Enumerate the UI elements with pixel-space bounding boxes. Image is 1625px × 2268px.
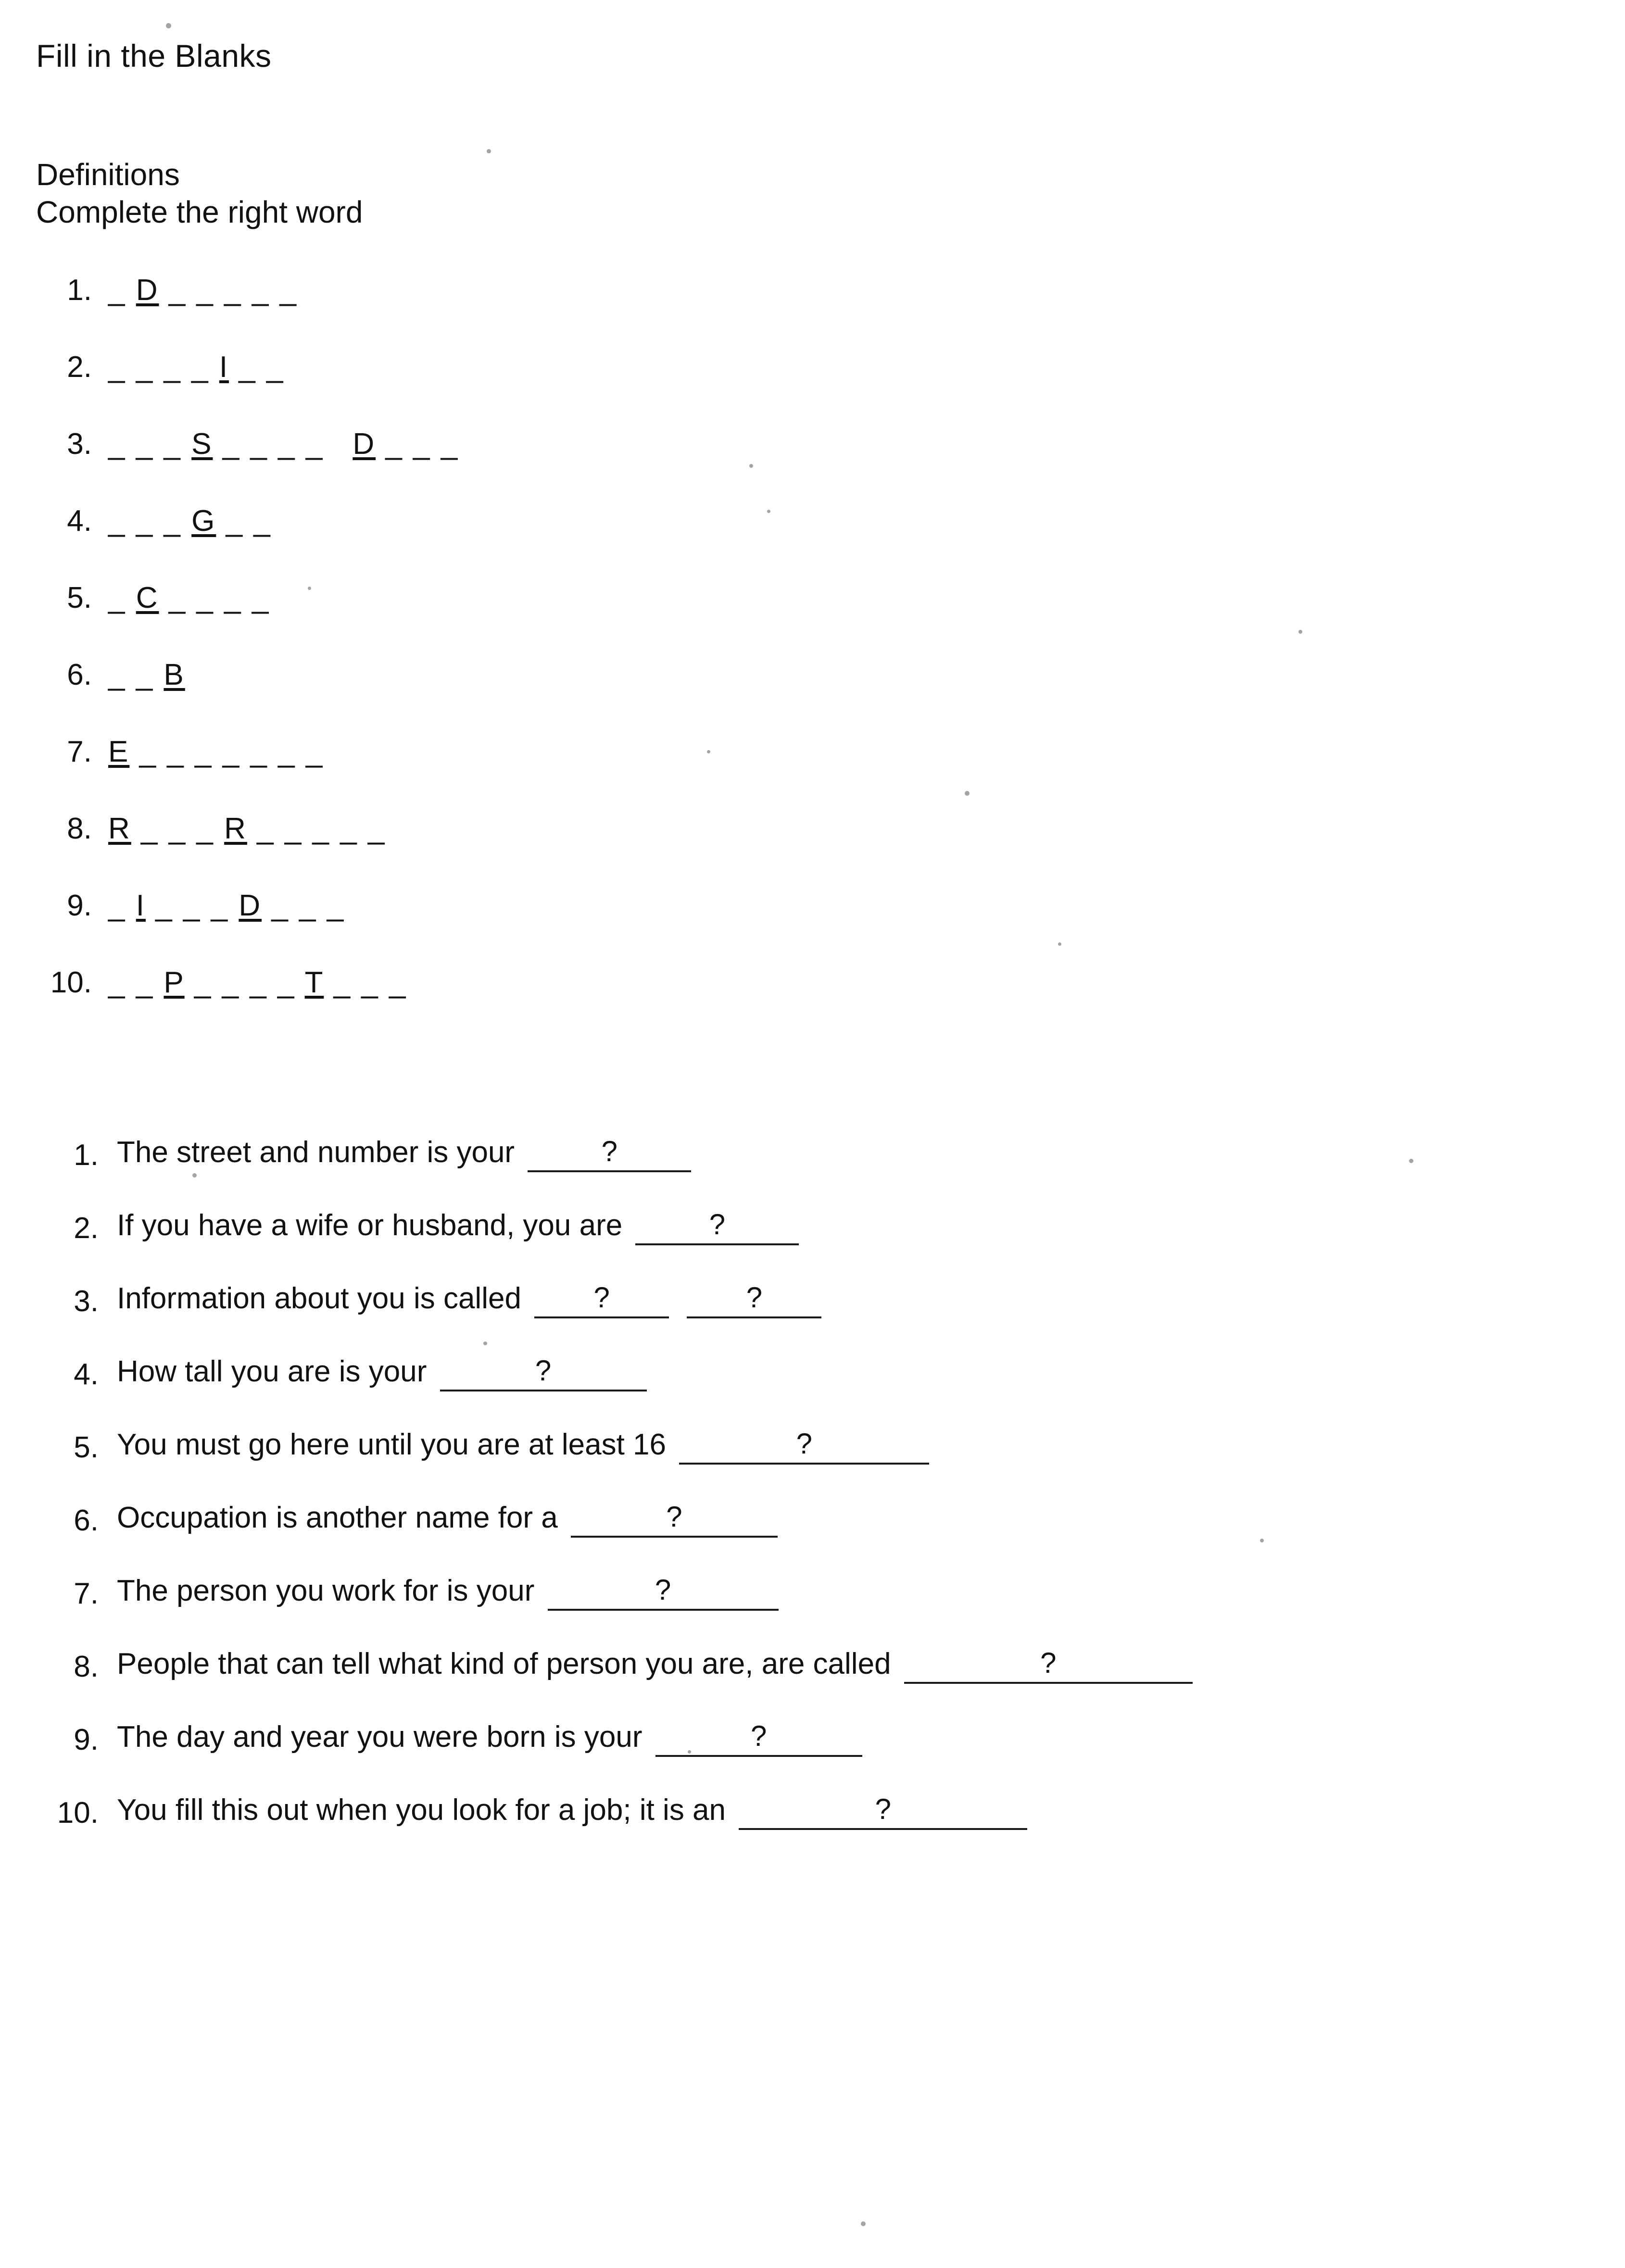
letter-pattern[interactable]: _ _ _ G _ _ — [108, 504, 272, 538]
definition-sentence: You must go here until you are at least 16 — [117, 1428, 667, 1462]
definition-text — [117, 1720, 867, 1757]
blank-pattern-row — [36, 658, 1582, 735]
answer-blank[interactable]: ? — [548, 1576, 779, 1611]
definition-sentence: How tall you are is your — [117, 1355, 427, 1389]
definition-sentence: If you have a wife or husband, you are — [117, 1209, 623, 1242]
definition-list — [36, 1099, 1582, 1830]
blank-pattern-row — [36, 581, 1582, 658]
letter-pattern[interactable]: _ _ _ _ I _ _ — [108, 351, 285, 384]
definition-text — [117, 1793, 1032, 1830]
section-instruction: Complete the right word — [36, 195, 363, 230]
item-number: 3. — [74, 1285, 99, 1318]
item-number: 5. — [74, 1431, 99, 1465]
answer-blank[interactable]: ? — [655, 1722, 862, 1757]
item-number: 5. — [67, 581, 92, 615]
blank-pattern-row — [36, 812, 1582, 889]
definition-sentence: The street and number is your — [117, 1136, 515, 1169]
definition-text — [117, 1135, 696, 1172]
item-number: 1. — [74, 1139, 99, 1172]
answer-blank[interactable]: ? — [528, 1138, 691, 1172]
section-header — [36, 156, 1582, 231]
letter-pattern[interactable]: _ _ _ S _ _ _ _ D _ _ _ — [108, 427, 459, 461]
item-number: 4. — [74, 1358, 99, 1391]
letter-pattern[interactable]: _ _ P _ _ _ _ T _ _ _ — [108, 966, 407, 1000]
letter-pattern[interactable]: _ _ B — [108, 658, 185, 692]
letter-pattern[interactable]: _ I _ _ _ D _ _ _ — [108, 889, 345, 923]
blank-pattern-row — [36, 965, 1582, 1042]
answer-blank-second[interactable]: ? — [687, 1284, 821, 1318]
definition-text — [117, 1208, 804, 1245]
item-number: 2. — [67, 351, 92, 384]
definition-text — [117, 1574, 783, 1611]
answer-blank[interactable]: ? — [635, 1211, 799, 1245]
definition-row — [36, 1684, 1582, 1757]
item-number: 2. — [74, 1212, 99, 1245]
item-number: 10. — [57, 1796, 99, 1830]
letter-pattern[interactable]: E _ _ _ _ _ _ _ — [108, 735, 324, 769]
definition-row — [36, 1099, 1582, 1172]
definition-sentence: People that can tell what kind of person you are, are called — [117, 1647, 891, 1681]
blank-pattern-row — [36, 735, 1582, 812]
answer-blank[interactable]: ? — [571, 1503, 778, 1538]
definition-row — [36, 1611, 1582, 1684]
definition-text — [117, 1354, 652, 1391]
definition-row — [36, 1318, 1582, 1391]
blank-pattern-row — [36, 350, 1582, 427]
item-number: 1. — [67, 274, 92, 307]
answer-blank[interactable]: ? — [739, 1795, 1027, 1830]
definition-sentence: You fill this out when you look for a job; it is an — [117, 1793, 726, 1827]
item-number: 6. — [74, 1504, 99, 1538]
definition-text — [117, 1647, 1197, 1684]
item-number: 8. — [67, 812, 92, 846]
definition-sentence: Information about you is called — [117, 1282, 521, 1316]
definition-row — [36, 1245, 1582, 1318]
item-number: 9. — [67, 889, 92, 923]
definition-row — [36, 1538, 1582, 1611]
blank-pattern-list — [36, 273, 1582, 1042]
answer-blank[interactable]: ? — [904, 1649, 1193, 1684]
blank-pattern-row — [36, 889, 1582, 965]
item-number: 9. — [74, 1723, 99, 1757]
item-number: 10. — [50, 966, 92, 1000]
definition-sentence: The day and year you were born is your — [117, 1720, 642, 1754]
letter-pattern[interactable]: R _ _ _ R _ _ _ _ _ — [108, 812, 386, 846]
answer-blank[interactable]: ? — [679, 1430, 929, 1465]
definition-sentence: The person you work for is your — [117, 1574, 535, 1608]
blank-pattern-row — [36, 427, 1582, 504]
blank-pattern-row — [36, 273, 1582, 350]
letter-pattern[interactable]: _ C _ _ _ _ — [108, 581, 270, 615]
definition-row — [36, 1172, 1582, 1245]
section-heading: Definitions — [36, 157, 180, 192]
definition-row — [36, 1465, 1582, 1538]
item-number: 6. — [67, 658, 92, 692]
page-title: Fill in the Blanks — [36, 38, 272, 74]
item-number: 4. — [67, 504, 92, 538]
item-number: 7. — [74, 1577, 99, 1611]
item-number: 3. — [67, 427, 92, 461]
blank-pattern-row — [36, 504, 1582, 581]
definition-text — [117, 1281, 826, 1318]
definition-text — [117, 1428, 934, 1465]
letter-pattern[interactable]: _ D _ _ _ _ _ — [108, 274, 298, 307]
definition-text — [117, 1501, 782, 1538]
definition-sentence: Occupation is another name for a — [117, 1501, 558, 1535]
answer-blank[interactable]: ? — [440, 1357, 647, 1391]
item-number: 8. — [74, 1650, 99, 1684]
definition-row — [36, 1757, 1582, 1830]
answer-blank[interactable]: ? — [534, 1284, 669, 1318]
definition-row — [36, 1391, 1582, 1465]
item-number: 7. — [67, 735, 92, 769]
